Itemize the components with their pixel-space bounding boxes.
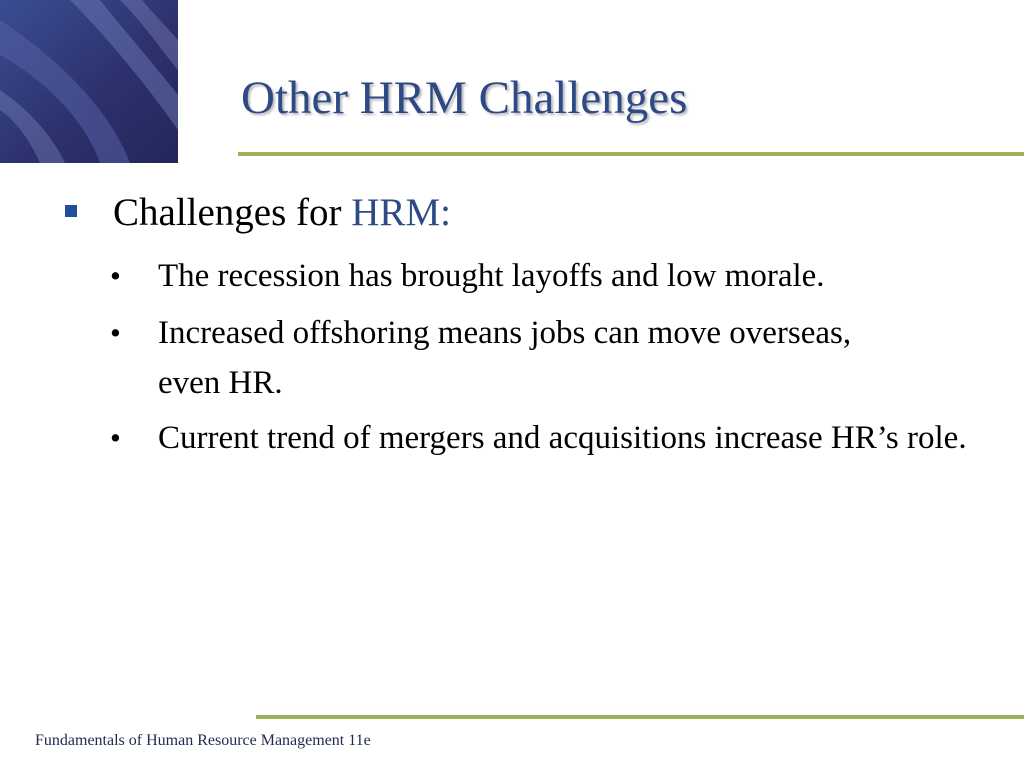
slide-title: Other HRM Challenges [241,72,688,124]
main-bullet-highlight: HRM: [351,191,451,234]
round-bullet-icon: • [110,420,121,455]
round-bullet-icon: • [110,315,121,350]
sub-bullet-text: The recession has brought layoffs and low morale. [158,258,825,294]
footer-divider [256,715,1024,719]
main-bullet-prefix: Challenges for [113,191,352,234]
sub-bullet-text: Current trend of mergers and acquisitions increase HR’s role. [158,420,967,456]
footer-text: Fundamentals of Human Resource Management 11e [35,732,371,749]
round-bullet-icon: • [110,258,121,293]
sub-bullet-text: Increased offshoring means jobs can move overseas, even HR. [158,315,852,401]
